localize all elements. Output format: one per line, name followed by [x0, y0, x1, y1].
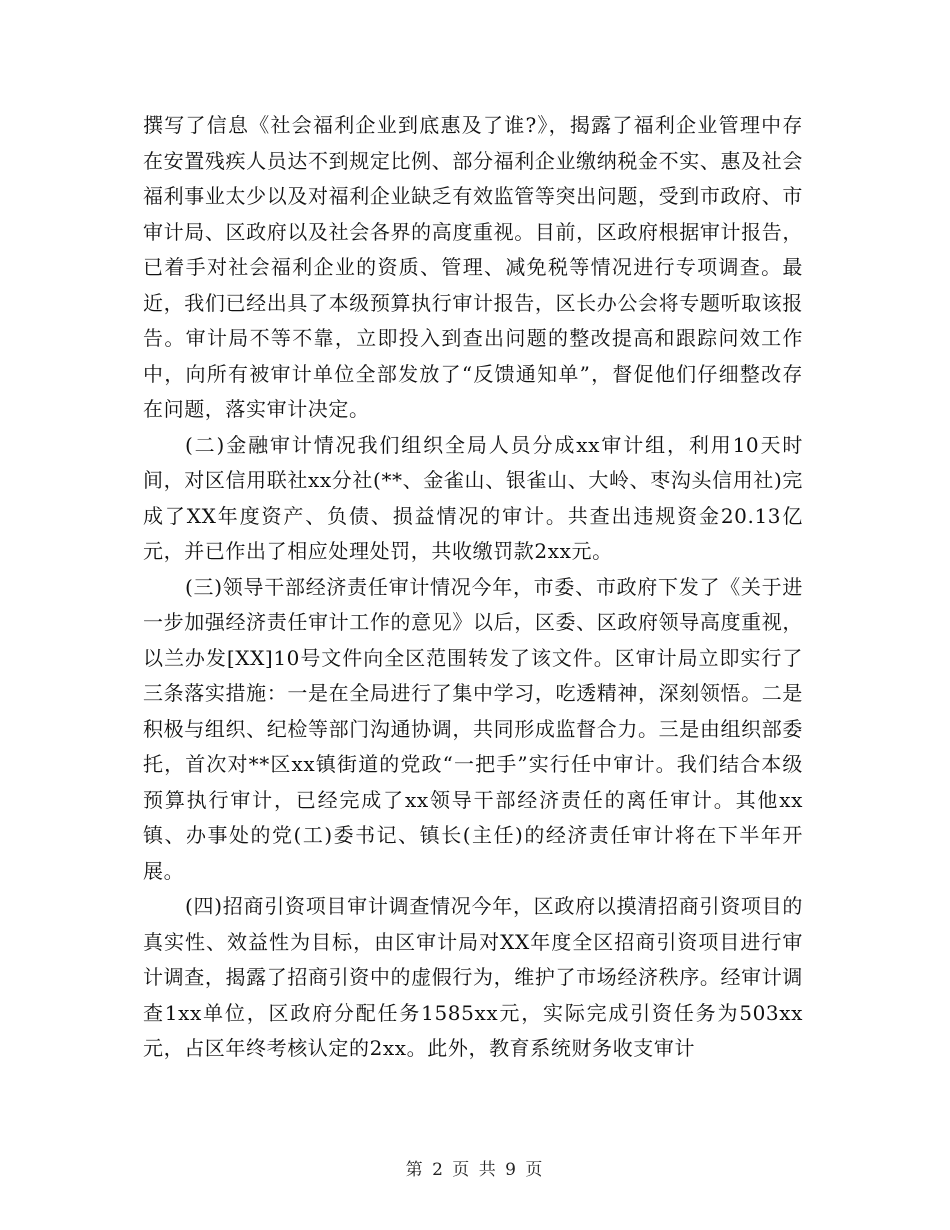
paragraph-investment-project-audit: (四)招商引资项目审计调查情况今年，区政府以摸清招商引资项目的真实性、效益性为目标，由区审计局对XX年度全区招商引资项目进行审计调查，揭露了招商引资中的虚假行为，维护了市场经济秩序。经审计调查1xx单位，区政府分配任务1585xx元，实际完成引资任务为503xx元，占区年终考核认定的2xx。此外，教育系统财务收支审计	[143, 894, 803, 1060]
paragraph-financial-audit: (二)金融审计情况我们组织全局人员分成xx审计组，利用10天时间，对区信用联社xx分社(**、金雀山、银雀山、大岭、枣沟头信用社)完成了XX年度资产、负债、损益情况的审计。共查出违规资金20.13亿元，并已作出了相应处理处罚，共收缴罚款2xx元。	[143, 432, 803, 563]
document-body	[143, 108, 803, 1067]
paragraph-welfare-enterprise: 撰写了信息《社会福利企业到底惠及了谁?》，揭露了福利企业管理中存在安置残疾人员达不到规定比例、部分福利企业缴纳税金不实、惠及社会福利事业太少以及对福利企业缺乏有效监管等突出问题，受到市政府、市审计局、区政府以及社会各界的高度重视。目前，区政府根据审计报告，已着手对社会福利企业的资质、管理、减免税等情况进行专项调查。最近，我们已经出具了本级预算执行审计报告，区长办公会将专题听取该报告。审计局不等不靠，立即投入到查出问题的整改提高和跟踪问效工作中，向所有被审计单位全部发放了“反馈通知单”，督促他们仔细整改存在问题，落实审计决定。	[143, 113, 803, 421]
page-number-footer: 第 2 页 共 9 页	[405, 1160, 545, 1180]
paragraph-leader-responsibility-audit: (三)领导干部经济责任审计情况今年，市委、市政府下发了《关于进一步加强经济责任审计工作的意见》以后，区委、区政府领导高度重视，以兰办发[XX]10号文件向全区范围转发了该文件。区审计局立即实行了三条落实措施：一是在全局进行了集中学习，吃透精神，深刻领悟。二是积极与组织、纪检等部门沟通协调，共同形成监督合力。三是由组织部委托，首次对**区xx镇街道的党政“一把手”实行任中审计。我们结合本级预算执行审计，已经完成了xx领导干部经济责任的离任审计。其他xx镇、办事处的党(工)委书记、镇长(主任)的经济责任审计将在下半年开展。	[143, 574, 803, 883]
